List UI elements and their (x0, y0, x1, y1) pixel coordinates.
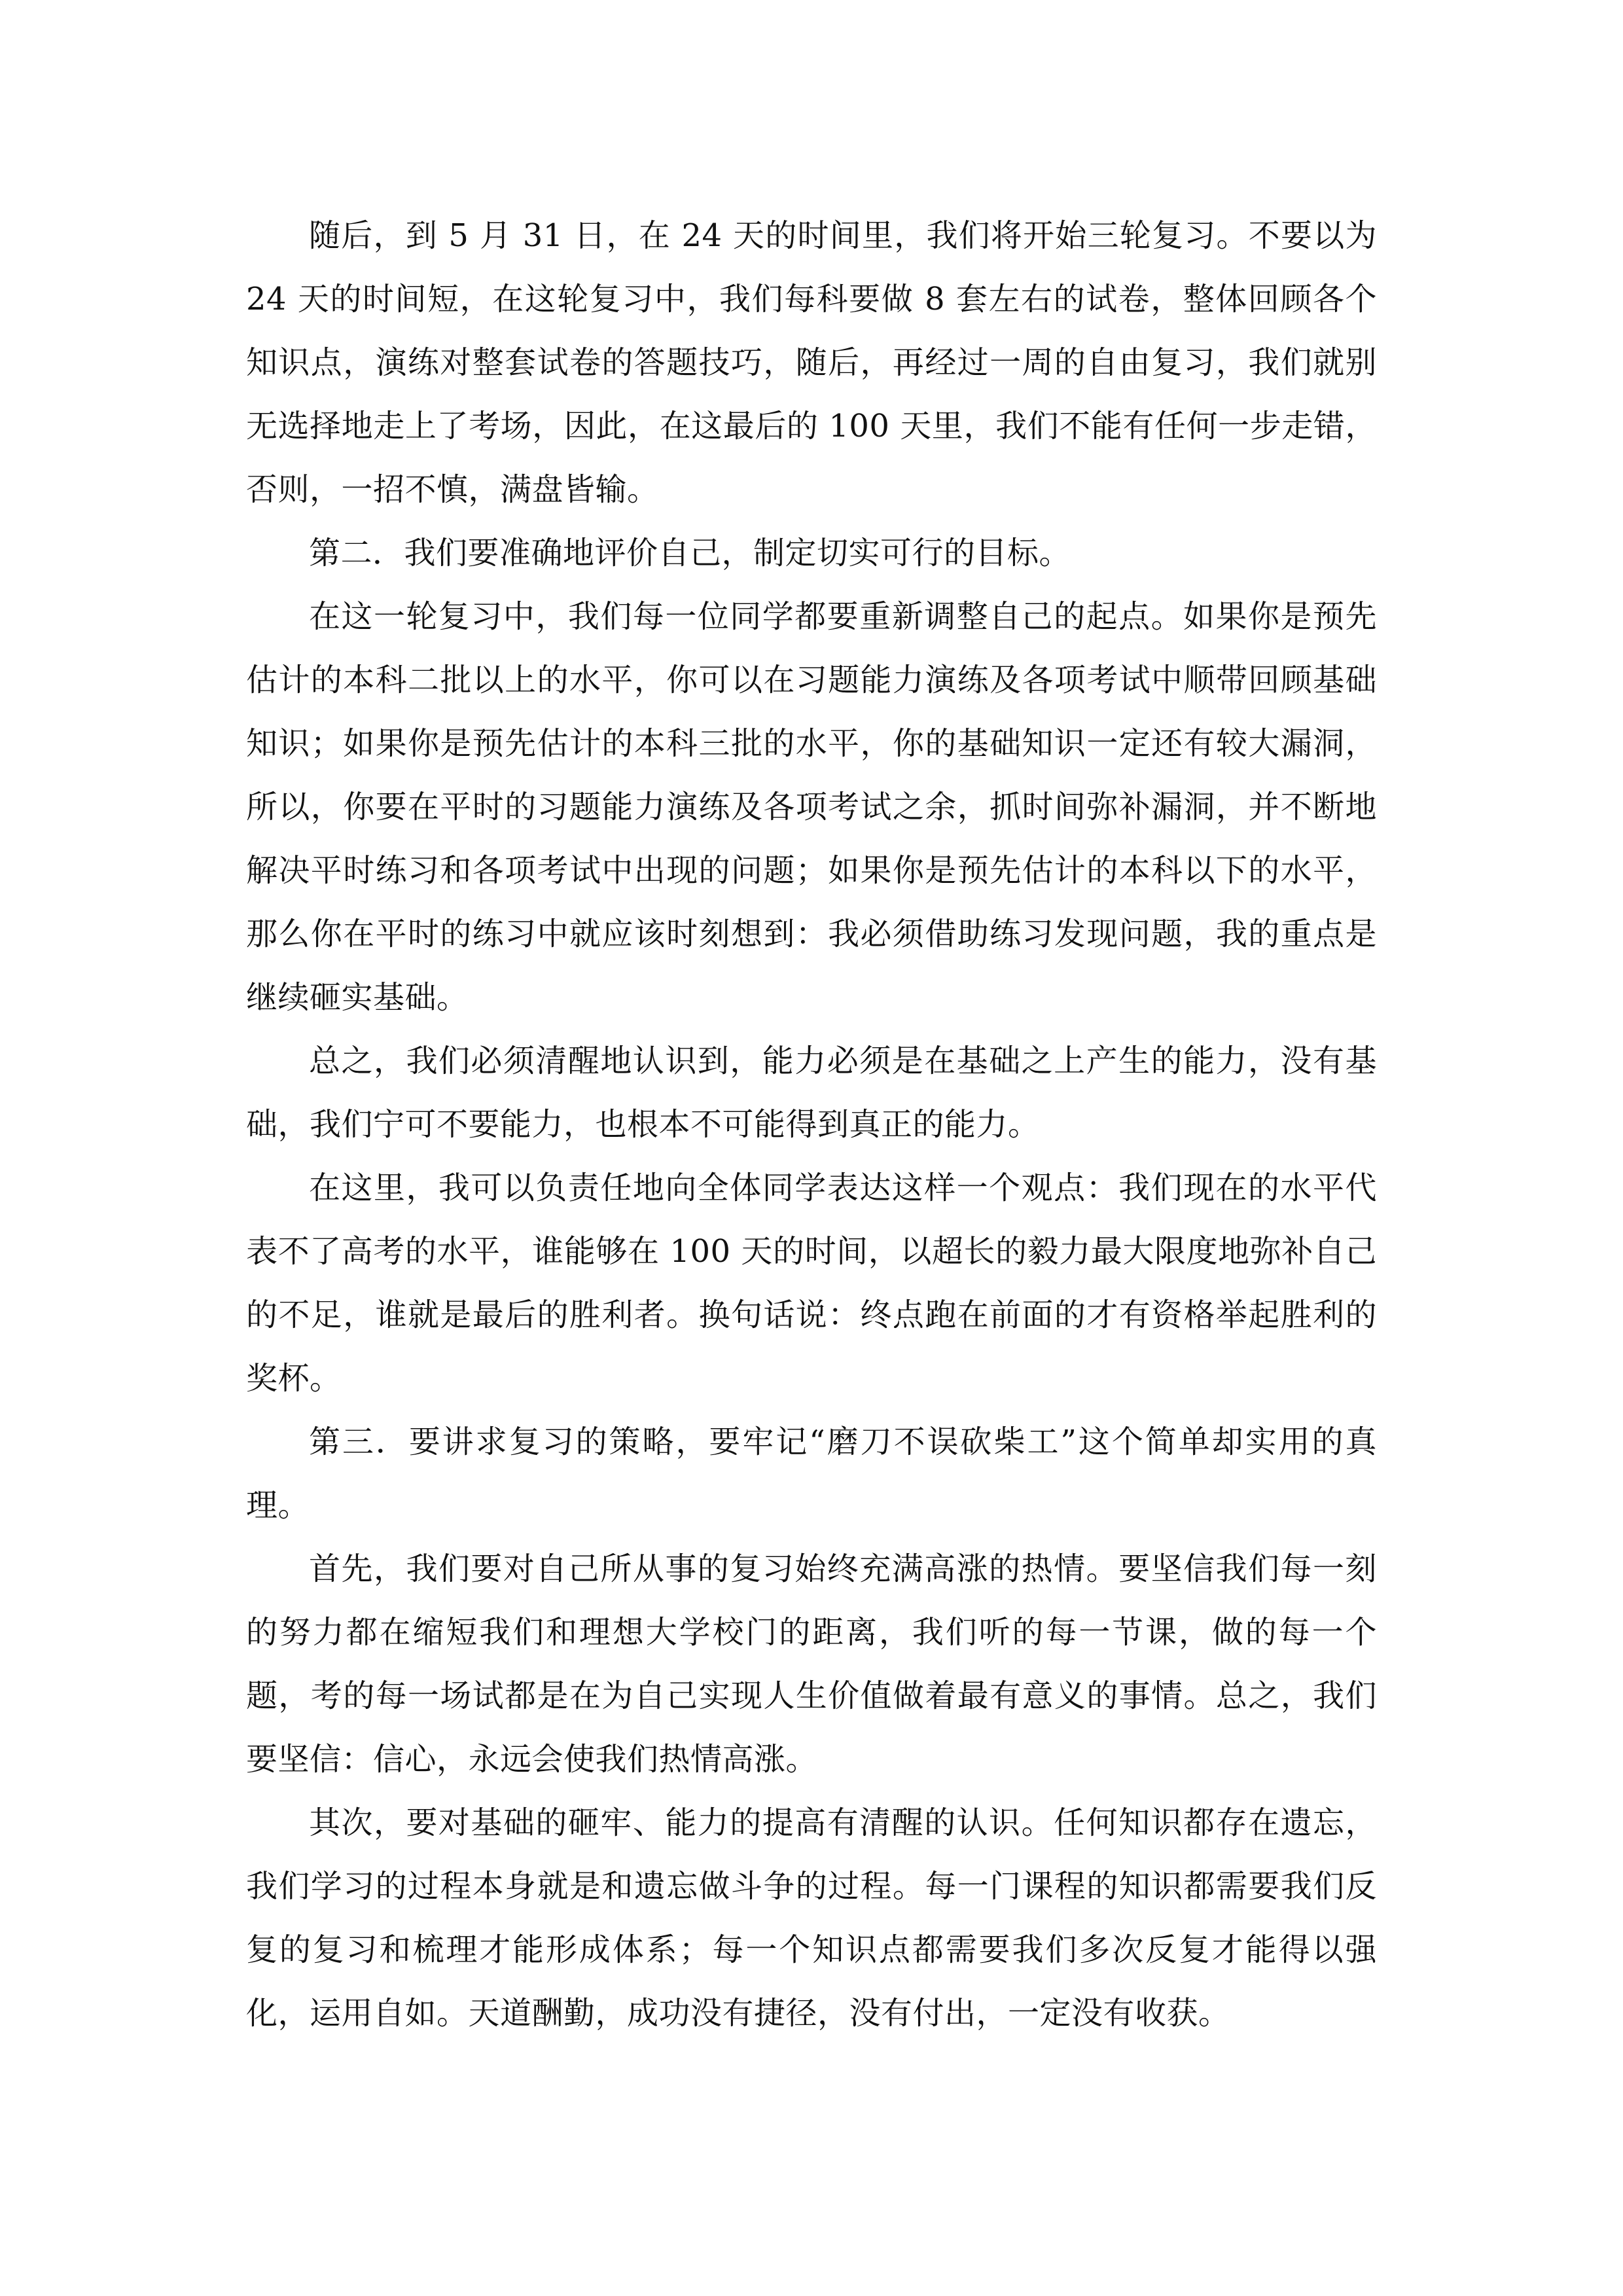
document-body (246, 204, 1377, 2045)
paragraph-third-round-review: 随后，到 5 月 31 日，在 24 天的时间里，我们将开始三轮复习。不要以为 24 天的时间短，在这轮复习中，我们每科要做 8 套左右的试卷，整体回顾各个知识点，演练对整套试卷的答题技巧，随后，再经过一周的自由复习，我们就别无选择地走上了考场，因此，在这最后的 100 天里，我们不能有任何一步走错，否则，一招不慎，满盘皆输。 (246, 217, 1377, 508)
paragraph-heading-second-point: 第二．我们要准确地评价自己，制定切实可行的目标。 (309, 535, 1071, 571)
paragraph-adjust-starting-point: 在这一轮复习中，我们每一位同学都要重新调整自己的起点。如果你是预先估计的本科二批以上的水平，你可以在习题能力演练及各项考试中顺带回顾基础知识；如果你是预先估计的本科三批的水平，你的基础知识一定还有较大漏洞，所以，你要在平时的习题能力演练及各项考试之余，抓时间弥补漏洞，并不断地解决平时练习和各项考试中出现的问题；如果你是预先估计的本科以下的水平，那么你在平时的练习中就应该时刻想到：我必须借助练习发现问题，我的重点是继续砸实基础。 (246, 598, 1377, 1016)
paragraph-foundation-and-ability: 总之，我们必须清醒地认识到，能力必须是在基础之上产生的能力，没有基础，我们宁可不要能力，也根本不可能得到真正的能力。 (246, 1043, 1377, 1143)
paragraph-winner-statement: 在这里，我可以负责任地向全体同学表达这样一个观点：我们现在的水平代表不了高考的水平，谁能够在 100 天的时间，以超长的毅力最大限度地弥补自己的不足，谁就是最后的胜利者。换句话说：终点跑在前面的才有资格举起胜利的奖杯。 (246, 1170, 1377, 1397)
paragraph-heading-third-point: 第三．要讲求复习的策略，要牢记“磨刀不误砍柴工”这个简单却实用的真理。 (246, 1424, 1377, 1524)
paragraph-enthusiasm: 首先，我们要对自己所从事的复习始终充满高涨的热情。要坚信我们每一刻的努力都在缩短我们和理想大学校门的距离，我们听的每一节课，做的每一个题，考的每一场试都是在为自己实现人生价值做着最有意义的事情。总之，我们要坚信：信心，永远会使我们热情高涨。 (246, 1551, 1377, 1778)
paragraph-memory-and-practice: 其次，要对基础的砸牢、能力的提高有清醒的认识。任何知识都存在遗忘，我们学习的过程本身就是和遗忘做斗争的过程。每一门课程的知识都需要我们反复的复习和梳理才能形成体系；每一个知识点都需要我们多次反复才能得以强化，运用自如。天道酬勤，成功没有捷径，没有付出，一定没有收获。 (246, 1804, 1377, 2032)
